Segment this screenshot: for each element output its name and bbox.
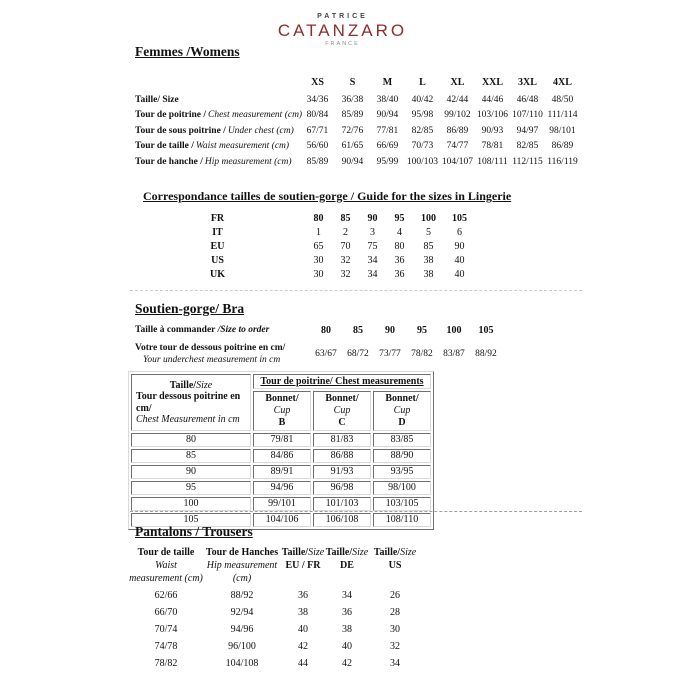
dashed-divider	[130, 511, 582, 512]
value-cell: 91/93	[313, 465, 371, 479]
value-cell: 104/108	[225, 657, 259, 669]
size-cell: 90	[131, 465, 251, 479]
value-cell: 56/60	[306, 141, 329, 152]
value-cell: 106/108	[313, 513, 371, 527]
table-row	[131, 481, 431, 495]
value-cell: 66/70	[154, 606, 178, 618]
size-cell: 105	[131, 513, 251, 527]
value-cell: 32	[390, 640, 400, 652]
table-row	[155, 267, 475, 281]
bra-section-heading: Soutien-gorge/ Bra	[135, 301, 245, 316]
row-label-fr: Votre tour de dessous poitrine en cm/	[135, 343, 286, 353]
value-cell: 103/106	[476, 110, 509, 121]
value-cell: 5	[426, 226, 431, 238]
table-row	[135, 154, 580, 170]
size-header: 85	[353, 324, 363, 336]
value-cell: 105	[452, 212, 467, 224]
value-cell: 108/110	[373, 513, 431, 527]
value-cell: 96/100	[228, 640, 256, 652]
country-label: UK	[210, 268, 225, 280]
brand-logo	[0, 13, 685, 47]
value-cell: 104/106	[253, 513, 311, 527]
table-row	[128, 622, 422, 636]
cup-header-cell	[313, 391, 371, 431]
column-header-fr: Taille/	[325, 547, 353, 558]
value-cell: 38	[423, 254, 434, 266]
value-cell: 103/105	[373, 497, 431, 511]
header-row	[128, 546, 422, 559]
value-cell: 68/72	[347, 349, 369, 359]
value-cell: 75	[367, 240, 378, 252]
value-cell: 6	[457, 226, 462, 238]
value-cell: 74/78	[154, 640, 178, 652]
value-cell: 85/89	[306, 156, 329, 167]
value-cell: 28	[390, 606, 400, 618]
value-cell: 88/90	[373, 449, 431, 463]
cup-label-fr: Bonnet/	[325, 393, 359, 404]
row-label	[135, 157, 300, 167]
value-cell: 40	[342, 640, 352, 652]
value-cell: 30	[313, 268, 324, 280]
cup-label-fr: Bonnet/	[385, 393, 419, 404]
corner-title-fr: Taille/	[169, 379, 197, 391]
value-cell: 85	[423, 240, 434, 252]
lingerie-correspondence-table	[155, 211, 475, 281]
value-cell: 40	[454, 254, 465, 266]
table-row	[135, 322, 502, 338]
value-cell: 116/119	[547, 156, 578, 167]
cup-letter: C	[338, 417, 346, 428]
lingerie-guide-heading: Correspondance tailles de soutien-gorge / Guide for the sizes in Lingerie	[143, 189, 512, 203]
column-subheader: Hip measurement	[206, 560, 278, 571]
value-cell: 38	[423, 268, 434, 280]
value-cell: 108/111	[477, 156, 508, 167]
value-cell: 38	[342, 623, 352, 635]
row-label	[135, 325, 310, 335]
table-row	[128, 605, 422, 619]
size-header: XL	[450, 76, 465, 88]
value-cell: 94/97	[516, 125, 539, 136]
row-label-en: Chest measurement (cm)	[208, 110, 303, 121]
table-row	[135, 341, 502, 367]
value-cell: 36	[298, 589, 308, 601]
value-cell: 78/82	[411, 349, 433, 359]
column-header-en: Size	[352, 547, 369, 558]
cup-label-fr: Bonnet/	[265, 393, 299, 404]
size-header-row	[135, 74, 580, 90]
value-cell: 94/96	[230, 623, 254, 635]
value-cell: 3	[370, 226, 375, 238]
value-cell: 86/88	[313, 449, 371, 463]
cup-label-en: Cup	[273, 405, 291, 416]
value-cell: 88/92	[475, 349, 497, 359]
value-cell: 84/86	[253, 449, 311, 463]
table-row	[131, 433, 431, 447]
table-row	[135, 92, 580, 108]
size-header: S	[349, 76, 356, 88]
value-cell: 42/44	[446, 94, 469, 105]
row-label-en: Waist measurement (cm)	[195, 141, 290, 152]
value-cell: 46/48	[516, 94, 539, 105]
value-cell: 2	[343, 226, 348, 238]
value-cell: 111/114	[547, 110, 578, 121]
value-cell: 82/85	[411, 125, 434, 136]
value-cell: 70/74	[154, 623, 178, 635]
header-row	[128, 572, 422, 585]
value-cell: 90	[454, 240, 465, 252]
value-cell: 78/82	[154, 657, 178, 669]
row-label	[135, 95, 300, 105]
size-cell: 85	[131, 449, 251, 463]
size-header: 3XL	[518, 76, 537, 88]
value-cell: 82/85	[516, 141, 539, 152]
value-cell: 34	[342, 589, 352, 601]
cup-letter: B	[278, 417, 286, 428]
row-label-en: Under chest (cm)	[227, 125, 294, 136]
value-cell: 86/89	[446, 125, 469, 136]
row-label-en: Hip measurement (cm)	[204, 156, 292, 167]
corner-header-cell	[131, 374, 251, 431]
dashed-divider	[130, 290, 582, 291]
brand-logo-name: CATANZARO	[277, 20, 408, 40]
column-subheader: DE	[340, 560, 354, 571]
value-cell: 79/81	[253, 433, 311, 447]
corner-line3: Chest Measurement in cm	[136, 414, 240, 425]
value-cell: 44	[298, 657, 308, 669]
value-cell: 80	[313, 212, 324, 224]
value-cell: 90	[367, 212, 378, 224]
value-cell: 101/103	[313, 497, 371, 511]
column-header	[326, 547, 368, 558]
row-label-fr: Tour de sous poitrine /	[135, 125, 226, 136]
column-header: Tour de taille	[137, 547, 195, 558]
value-cell: 100/103	[406, 156, 439, 167]
value-cell: 95	[394, 212, 405, 224]
cup-header-cell	[253, 391, 311, 431]
column-subheader: US	[388, 560, 402, 571]
cup-header-cell	[373, 391, 431, 431]
size-header: 100	[446, 324, 462, 336]
value-cell: 81/83	[313, 433, 371, 447]
column-subheader: (cm)	[232, 573, 252, 584]
value-cell: 1	[316, 226, 321, 238]
table-row	[131, 497, 431, 511]
column-subheader: measurement (cm)	[129, 573, 203, 584]
value-cell: 66/69	[376, 141, 399, 152]
value-cell: 95/99	[376, 156, 399, 167]
column-header	[368, 547, 422, 558]
value-cell: 63/67	[315, 349, 337, 359]
value-cell: 38	[298, 606, 308, 618]
value-cell: 48/50	[551, 94, 574, 105]
value-cell: 30	[390, 623, 400, 635]
corner-title	[136, 380, 246, 392]
value-cell: 99/102	[444, 110, 471, 121]
value-cell: 70	[340, 240, 351, 252]
table-row	[128, 588, 422, 602]
value-cell: 95/98	[411, 110, 434, 121]
table-row	[131, 374, 431, 389]
table-row	[155, 239, 475, 253]
value-cell: 34/36	[306, 94, 329, 105]
column-header-en: Size	[308, 547, 325, 558]
cup-letter: D	[398, 417, 406, 428]
value-cell: 65	[313, 240, 324, 252]
value-cell: 36	[394, 268, 405, 280]
row-label-fr: Tour de hanche /	[135, 156, 203, 167]
size-cell: 100	[131, 497, 251, 511]
country-label: FR	[210, 212, 225, 224]
table-row	[131, 449, 431, 463]
value-cell: 40	[454, 268, 465, 280]
cup-label-en: Cup	[393, 405, 411, 416]
value-cell: 34	[367, 254, 378, 266]
row-label-fr: Tour de poitrine /	[135, 110, 206, 121]
row-label	[135, 342, 310, 366]
size-header: 80	[321, 324, 331, 336]
table-row	[155, 211, 475, 225]
value-cell: 62/66	[154, 589, 178, 601]
bra-size-table	[135, 322, 502, 367]
value-cell: 72/76	[341, 125, 364, 136]
womens-section-heading: Femmes /Womens	[135, 44, 240, 59]
value-cell: 83/87	[443, 349, 465, 359]
value-cell: 44/46	[481, 94, 504, 105]
value-cell: 73/77	[379, 349, 401, 359]
table-row	[131, 465, 431, 479]
size-cell: 80	[131, 433, 251, 447]
row-label-en: /Size to order	[217, 325, 270, 335]
country-label: IT	[212, 226, 223, 238]
column-header-fr: Taille/	[281, 547, 309, 558]
size-header: 90	[385, 324, 395, 336]
value-cell: 112/115	[512, 156, 543, 167]
value-cell: 26	[390, 589, 400, 601]
row-label-fr: Taille/ Size	[135, 94, 179, 105]
value-cell: 34	[367, 268, 378, 280]
header-row	[128, 559, 422, 572]
column-subheader: EU / FR	[285, 560, 321, 571]
cup-label-en: Cup	[333, 405, 351, 416]
trousers-section-heading: Pantalons / Trousers	[135, 524, 253, 539]
corner-title-en: Size	[196, 379, 213, 391]
value-cell: 70/73	[411, 141, 434, 152]
chest-measurements-header: Tour de poitrine/ Chest measurements	[253, 374, 431, 389]
size-header: M	[382, 76, 393, 88]
column-header-en: Size	[400, 547, 417, 558]
value-cell: 42	[342, 657, 352, 669]
value-cell: 85	[340, 212, 351, 224]
value-cell: 42	[298, 640, 308, 652]
value-cell: 74/77	[446, 141, 469, 152]
value-cell: 67/71	[306, 125, 329, 136]
row-label-en: Your underchest measurement in cm	[143, 355, 281, 365]
value-cell: 36/38	[341, 94, 364, 105]
value-cell: 98/100	[373, 481, 431, 495]
brand-logo-top-text: PATRICE	[317, 13, 368, 20]
table-row	[135, 123, 580, 139]
table-row	[155, 253, 475, 267]
cup-measurement-table	[128, 371, 434, 530]
value-cell: 86/89	[551, 141, 574, 152]
value-cell: 80	[394, 240, 405, 252]
value-cell: 36	[394, 254, 405, 266]
size-header: 105	[478, 324, 494, 336]
value-cell: 36	[342, 606, 352, 618]
value-cell: 40/42	[411, 94, 434, 105]
value-cell: 78/81	[481, 141, 504, 152]
column-header-fr: Taille/	[373, 547, 401, 558]
value-cell: 104/107	[441, 156, 474, 167]
value-cell: 92/94	[230, 606, 254, 618]
value-cell: 34	[390, 657, 400, 669]
value-cell: 32	[340, 268, 351, 280]
value-cell: 98/101	[549, 125, 576, 136]
size-header: 95	[417, 324, 427, 336]
country-label: US	[211, 254, 224, 266]
value-cell: 32	[340, 254, 351, 266]
table-row	[135, 139, 580, 155]
row-label	[135, 126, 300, 136]
column-subheader: Waist	[155, 560, 177, 571]
value-cell: 85/89	[341, 110, 364, 121]
size-header: L	[419, 76, 426, 88]
value-cell: 80/84	[306, 110, 329, 121]
size-header: 4XL	[553, 76, 572, 88]
table-row	[155, 225, 475, 239]
womens-size-table	[135, 74, 580, 170]
column-header: Tour de Hanches	[205, 547, 279, 558]
row-label-fr: Taille à commander	[135, 325, 216, 335]
row-label	[135, 110, 303, 121]
value-cell: 38/40	[376, 94, 399, 105]
row-label	[135, 141, 300, 151]
country-label: EU	[210, 240, 225, 252]
brand-logo-country: FRANCE	[325, 41, 360, 48]
row-label-fr: Tour de taille /	[135, 141, 194, 152]
value-cell: 96/98	[313, 481, 371, 495]
value-cell: 88/92	[230, 589, 254, 601]
value-cell: 61/65	[341, 141, 364, 152]
value-cell: 30	[313, 254, 324, 266]
table-row	[128, 656, 422, 670]
trousers-size-table	[128, 546, 422, 670]
value-cell: 90/94	[341, 156, 364, 167]
value-cell: 107/110	[512, 110, 543, 121]
corner-line2: Tour dessous poitrine en cm/	[136, 391, 241, 414]
value-cell: 90/93	[481, 125, 504, 136]
value-cell: 89/91	[253, 465, 311, 479]
value-cell: 4	[397, 226, 402, 238]
value-cell: 99/101	[253, 497, 311, 511]
column-header	[280, 547, 326, 558]
value-cell: 93/95	[373, 465, 431, 479]
value-cell: 100	[421, 212, 436, 224]
value-cell: 94/96	[253, 481, 311, 495]
table-row	[135, 108, 580, 124]
size-cell: 95	[131, 481, 251, 495]
size-header: XS	[311, 76, 324, 88]
value-cell: 90/94	[376, 110, 399, 121]
value-cell: 40	[298, 623, 308, 635]
size-header: XXL	[481, 76, 504, 88]
table-row	[128, 639, 422, 653]
value-cell: 83/85	[373, 433, 431, 447]
value-cell: 77/81	[376, 125, 399, 136]
